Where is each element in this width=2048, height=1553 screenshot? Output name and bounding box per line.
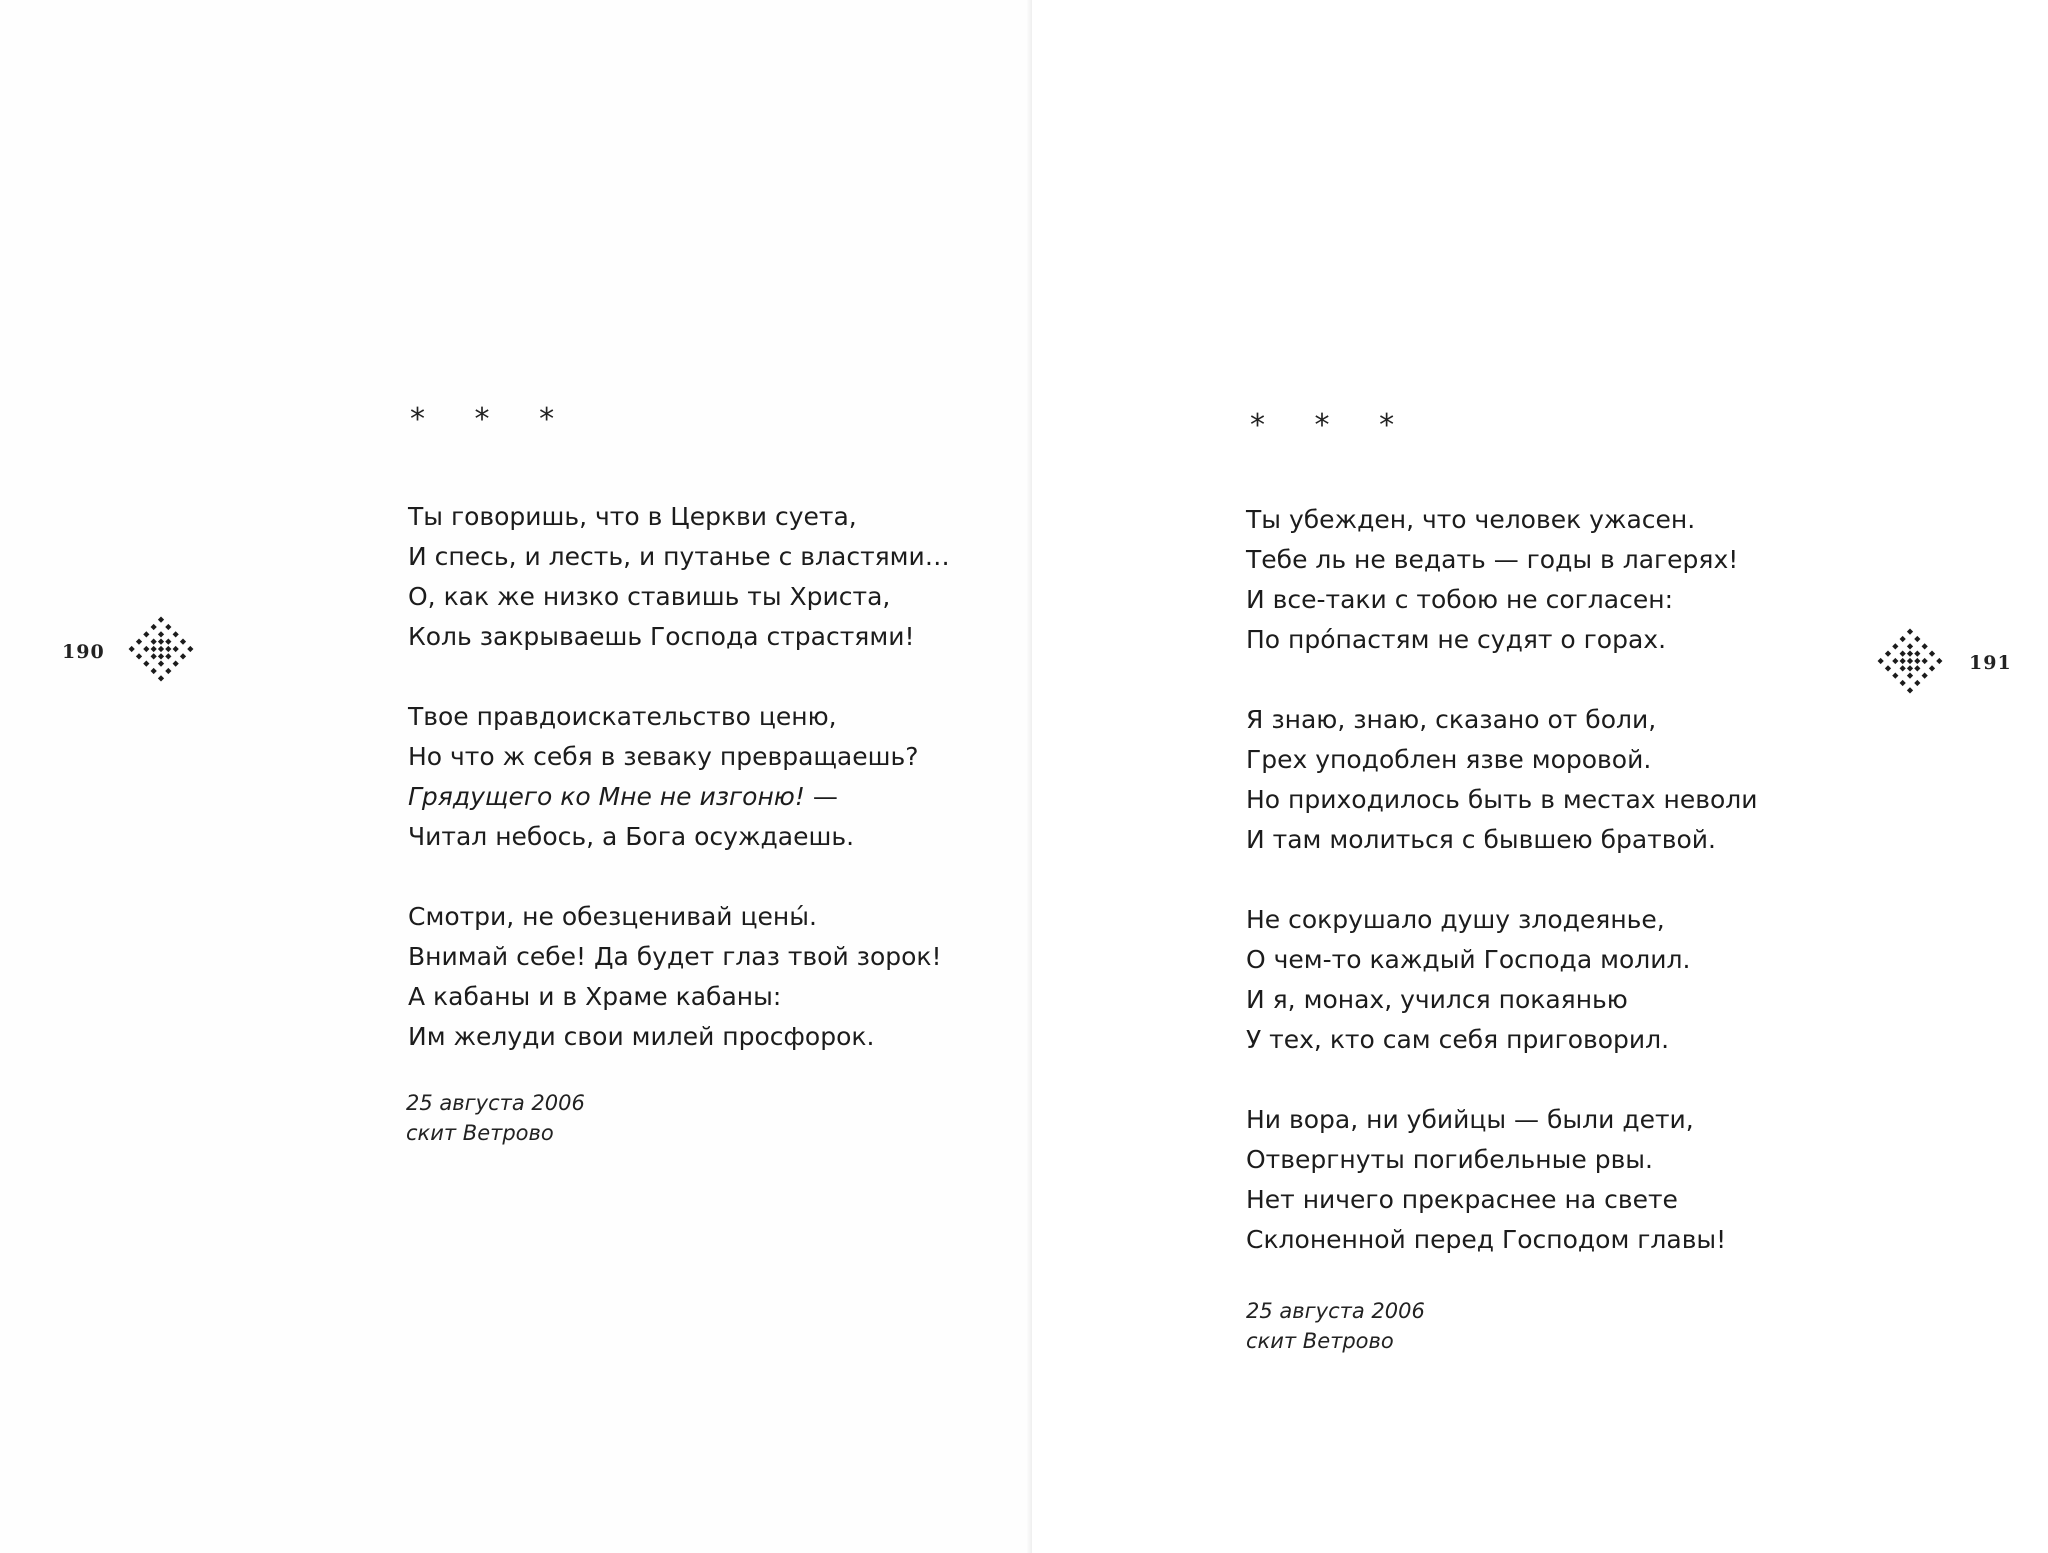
section-divider-stars: * * * <box>1250 408 1415 443</box>
poem-line: Я знаю, знаю, сказано от боли, <box>1246 705 1657 734</box>
right-page <box>1032 0 2048 1553</box>
poem-line: Читал небось, а Бога осуждаешь. <box>408 822 855 851</box>
poem-place: скит Ветрово <box>406 1121 554 1145</box>
poem-stanza <box>408 497 950 657</box>
poem-stanza <box>1246 700 1758 860</box>
poem-line: Коль закрываешь Господа страстями! <box>408 622 915 651</box>
poem-line: И все-таки с тобою не согласен: <box>1246 585 1674 614</box>
poem-line: Им желуди свои милей просфорок. <box>408 1022 875 1051</box>
poem-line: Твое правдоискательство ценю, <box>408 702 837 731</box>
poem-line: Тебе ль не ведать — годы в лагерях! <box>1246 545 1739 574</box>
poem-line: Смотри, не обезценивай цены́. <box>408 902 817 931</box>
poem-line: О, как же низко ставишь ты Христа, <box>408 582 891 611</box>
poem-date: 25 августа 2006 <box>406 1091 585 1115</box>
poem-line: И спесь, и лесть, и путанье с властями… <box>408 542 950 571</box>
poem-line: Но приходилось быть в местах неволи <box>1246 785 1758 814</box>
poem-line: Внимай себе! Да будет глаз твой зорок! <box>408 942 942 971</box>
poem-line: Нет ничего прекраснее на свете <box>1246 1185 1678 1214</box>
poem-line: У тех, кто сам себя приговорил. <box>1246 1025 1670 1054</box>
poem-stanza <box>1246 900 1758 1060</box>
poem-line: Грех уподоблен язве моровой. <box>1246 745 1652 774</box>
poem-line: Не сокрушало душу злодеянье, <box>1246 905 1665 934</box>
page-number-left: 190 <box>62 641 105 663</box>
poem-stanza <box>408 897 950 1057</box>
poem-line <box>408 777 950 817</box>
poem-left <box>408 497 950 1097</box>
snowflake-ornament-icon <box>1877 628 1943 694</box>
signature-right <box>1246 1296 1425 1356</box>
page-number-right: 191 <box>1969 652 2012 674</box>
poem-line: И я, монах, учился покаянью <box>1246 985 1628 1014</box>
poem-date: 25 августа 2006 <box>1246 1299 1425 1323</box>
poem-stanza <box>1246 1100 1758 1260</box>
poem-right <box>1246 500 1758 1300</box>
poem-line: Отвергнуты погибельные рвы. <box>1246 1145 1653 1174</box>
poem-line: По про́пастям не судят о горах. <box>1246 625 1667 654</box>
scripture-quote: Грядущего ко Мне не изгоню! <box>408 782 805 811</box>
poem-line: О чем-то каждый Господа молил. <box>1246 945 1691 974</box>
snowflake-ornament-icon <box>128 616 194 682</box>
poem-line: А кабаны и в Храме кабаны: <box>408 982 782 1011</box>
poem-line: Склоненной перед Господом главы! <box>1246 1225 1727 1254</box>
poem-stanza <box>1246 500 1758 660</box>
poem-line: Но что ж себя в зеваку превращаешь? <box>408 742 919 771</box>
poem-line-rest: — <box>804 782 838 811</box>
poem-line: Ни вора, ни убийцы — были дети, <box>1246 1105 1694 1134</box>
poem-line: Ты говоришь, что в Церкви суета, <box>408 502 857 531</box>
signature-left <box>406 1088 585 1148</box>
poem-place: скит Ветрово <box>1246 1329 1394 1353</box>
poem-stanza <box>408 697 950 857</box>
poem-line: Ты убежден, что человек ужасен. <box>1246 505 1696 534</box>
poem-line: И там молиться с бывшею братвой. <box>1246 825 1716 854</box>
section-divider-stars: * * * <box>410 402 575 437</box>
